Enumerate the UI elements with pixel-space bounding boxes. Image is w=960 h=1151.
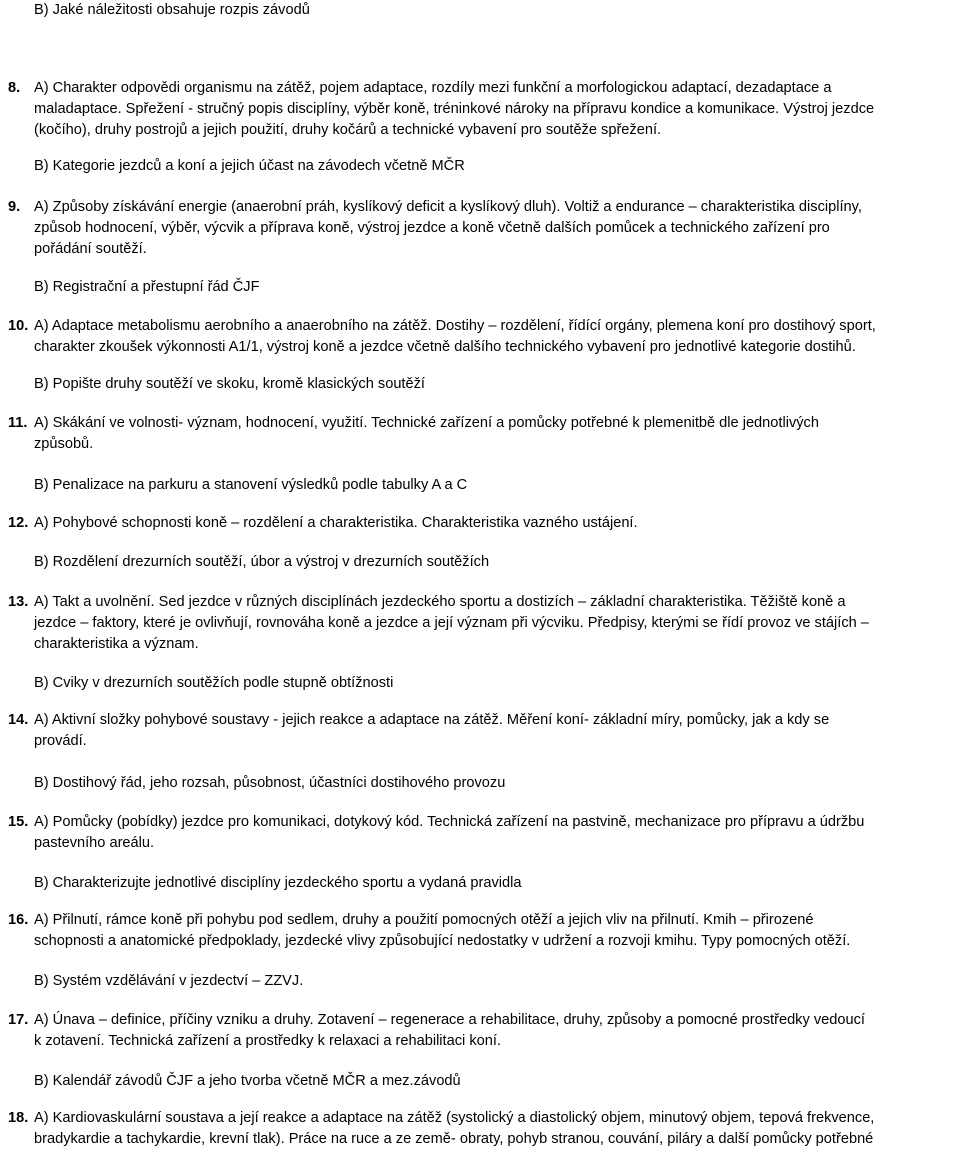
item-14-question-b: B) Dostihový řád, jeho rozsah, působnost, účastníci dostihového provozu: [34, 775, 506, 791]
item-9-question-a: [34, 197, 956, 260]
item-14-number: 14.: [8, 712, 29, 728]
item-12-question-b: B) Rozdělení drezurních soutěží, úbor a výstroj v drezurních soutěžích: [34, 554, 490, 570]
intro-b-line: B) Jaké náležitosti obsahuje rozpis závodů: [34, 2, 310, 18]
item-13-a-line-1: A) Takt a uvolnění. Sed jezdce v různých disciplínách jezdeckého sportu a dostizích – základní charakteristika. Těžiště koně a: [34, 594, 846, 610]
item-13-a-line-3: charakteristika a význam.: [34, 636, 199, 652]
item-13-number: 13.: [8, 594, 29, 610]
item-9-a-line-3: pořádání soutěží.: [34, 241, 147, 257]
item-8-number: 8.: [8, 80, 21, 96]
item-10-a-line-1: A) Adaptace metabolismu aerobního a anaerobního na zátěž. Dostihy – rozdělení, řídící orgány, plemena koní pro dostihový sport,: [34, 318, 876, 334]
item-17-question-b: B) Kalendář závodů ČJF a jeho tvorba včetně MČR a mez.závodů: [34, 1073, 461, 1089]
item-17-number: 17.: [8, 1012, 29, 1028]
item-15-number: 15.: [8, 814, 29, 830]
item-17-question-a: [34, 1010, 956, 1052]
item-17-a-line-1: A) Únava – definice, příčiny vzniku a druhy. Zotavení – regenerace a rehabilitace, druhy, způsoby a pomocné prostředky vedoucí: [34, 1012, 865, 1028]
item-15-a-line-2: pastevního areálu.: [34, 835, 155, 851]
item-8-a-line-1: A) Charakter odpovědi organismu na zátěž, pojem adaptace, rozdíly mezi funkční a morfologickou adaptací, dezadaptace a: [34, 80, 832, 96]
item-9-a-line-2: způsob hodnocení, výběr, výcvik a příprava koně, výstroj jezdce a koně včetně dalších pomůcek a technického zařízení pro: [34, 220, 830, 236]
item-12-number: 12.: [8, 515, 29, 531]
item-18-a-line-1: A) Kardiovaskulární soustava a její reakce a adaptace na zátěž (systolický a diastolický objem, minutový objem, tepová frekvence,: [34, 1110, 875, 1126]
item-14-question-a: [34, 710, 956, 752]
item-12-question-a: [34, 513, 956, 534]
item-16-question-a: [34, 910, 956, 952]
item-11-a-line-2: způsobů.: [34, 436, 94, 452]
item-13-a-line-2: jezdce – faktory, které je ovlivňují, rovnováha koně a jezdce a její význam při výcviku. Předpisy, kterými se řídí provoz ve stájích –: [34, 615, 869, 631]
item-9-number: 9.: [8, 199, 21, 215]
item-10-question-b: B) Popište druhy soutěží ve skoku, kromě klasických soutěží: [34, 376, 425, 392]
item-17-a-line-2: k zotavení. Technická zařízení a prostředky k relaxaci a rehabilitaci koní.: [34, 1033, 501, 1049]
item-9-a-line-1: A) Způsoby získávání energie (anaerobní práh, kyslíkový deficit a kyslíkový dluh). Voltiž a endurance – charakteristika disciplíny,: [34, 199, 862, 215]
item-11-a-line-1: A) Skákání ve volnosti- význam, hodnocení, využití. Technické zařízení a pomůcky potřebné k plemenitbě dle jednotlivých: [34, 415, 819, 431]
item-12-a-line-1: A) Pohybové schopnosti koně – rozdělení a charakteristika. Charakteristika vazného ustájení.: [34, 515, 638, 531]
item-13-question-b: B) Cviky v drezurních soutěžích podle stupně obtížnosti: [34, 675, 394, 691]
item-14-a-line-1: A) Aktivní složky pohybové soustavy - jejich reakce a adaptace na zátěž. Měření koní- základní míry, pomůcky, jak a kdy se: [34, 712, 830, 728]
item-11-number: 11.: [8, 415, 28, 431]
item-18-number: 18.: [8, 1110, 29, 1126]
item-11-question-b: B) Penalizace na parkuru a stanovení výsledků podle tabulky A a C: [34, 477, 468, 493]
item-16-a-line-2: schopnosti a anatomické předpoklady, jezdecké vlivy způsobující nedostatky v udržení a rozvoji kmihu. Typy pomocných otěží.: [34, 933, 851, 949]
item-18-question-a: [34, 1108, 956, 1150]
item-8-a-line-2: maladaptace. Spřežení - stručný popis disciplíny, výběr koně, tréninkové nároky na přípravu kondice a komunikace. Výstroj jezdce: [34, 101, 875, 117]
item-9-question-b: B) Registrační a přestupní řád ČJF: [34, 279, 260, 295]
item-8-question-a: [34, 78, 956, 141]
item-18-a-line-2: bradykardie a tachykardie, krevní tlak). Práce na ruce a ze země- obraty, pohyb stranou, couvání, piláry a další pomůcky potřebné: [34, 1131, 874, 1147]
item-15-question-b: B) Charakterizujte jednotlivé disciplíny jezdeckého sportu a vydaná pravidla: [34, 875, 522, 891]
item-16-a-line-1: A) Přilnutí, rámce koně při pohybu pod sedlem, druhy a použití pomocných otěží a jejich vliv na přilnutí. Kmih – přirozené: [34, 912, 814, 928]
item-10-number: 10.: [8, 318, 29, 334]
item-8-question-b: B) Kategorie jezdců a koní a jejich účast na závodech včetně MČR: [34, 158, 465, 174]
item-16-number: 16.: [8, 912, 29, 928]
item-13-question-a: [34, 592, 956, 655]
item-8-a-line-3: (kočího), druhy postrojů a jejich použití, druhy kočárů a technické vybavení pro soutěže spřežení.: [34, 122, 662, 138]
item-16-question-b: B) Systém vzdělávání v jezdectví – ZZVJ.: [34, 973, 304, 989]
item-11-question-a: [34, 413, 956, 455]
item-10-a-line-2: charakter zkoušek výkonnosti A1/1, výstroj koně a jezdce včetně dalšího technického vybavení pro jednotlivé kategorie dostihů.: [34, 339, 856, 355]
item-15-a-line-1: A) Pomůcky (pobídky) jezdce pro komunikaci, dotykový kód. Technická zařízení na pastvině, mechanizace pro přípravu a údržbu: [34, 814, 865, 830]
item-10-question-a: [34, 316, 956, 358]
item-14-a-line-2: provádí.: [34, 733, 87, 749]
item-15-question-a: [34, 812, 956, 854]
